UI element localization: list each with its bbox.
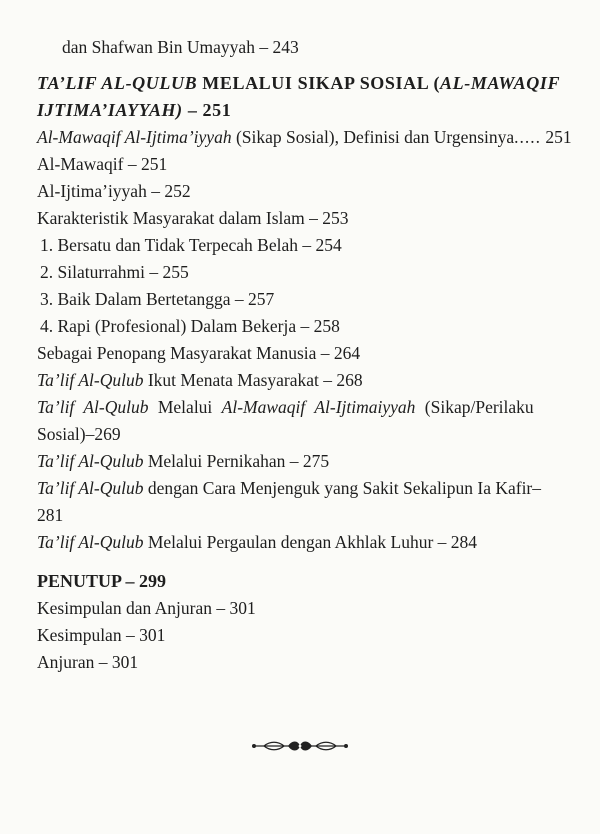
toc-entry-penopang: Sebagai Penopang Masyarakat Manusia – 264 <box>37 343 361 363</box>
toc-entry-menjenguk-cont: 281 <box>37 505 64 525</box>
toc-entry-mawaqif-ijtimaiyyah: Ta’lif Al-Qulub Melalui Al-Mawaqif Al-Ijtimaiyyah (Sikap/Perilaku <box>37 397 534 417</box>
toc-entry-kesimpulan: Kesimpulan – 301 <box>37 625 166 645</box>
chapter-heading-talif-sikap-sosial: TA’LIF AL-QULUB MELALUI SIKAP SOSIAL (AL-MAWAQIF <box>37 73 561 93</box>
toc-entry-karakteristik: Karakteristik Masyarakat dalam Islam – 253 <box>37 208 349 228</box>
toc-entry-pernikahan: Ta’lif Al-Qulub Melalui Pernikahan – 275 <box>37 451 330 471</box>
toc-entry-al-mawaqif: Al-Mawaqif – 251 <box>37 154 168 174</box>
chapter-heading-penutup: PENUTUP – 299 <box>37 571 167 591</box>
chapter-heading-continuation: IJTIMA’IAYYAH) – 251 <box>37 100 232 120</box>
toc-entry-al-ijtimaiyyah: Al-Ijtima’iyyah – 252 <box>37 181 191 201</box>
toc-entry-anjuran: Anjuran – 301 <box>37 652 139 672</box>
toc-entry-bekerja: 4. Rapi (Profesional) Dalam Bekerja – 258 <box>40 316 340 336</box>
toc-entry-mawaqif-ijtimaiyyah-cont: Sosial)–269 <box>37 424 121 444</box>
scroll-ornament-icon <box>250 738 350 754</box>
toc-entry-bersatu: 1. Bersatu dan Tidak Terpecah Belah – 254 <box>40 235 342 255</box>
toc-entry-menjenguk: Ta’lif Al-Qulub dengan Cara Menjenguk yang Sakit Sekalipun Ia Kafir– <box>37 478 542 498</box>
toc-entry-akhlak-luhur: Ta’lif Al-Qulub Melalui Pergaulan dengan Akhlak Luhur – 284 <box>37 532 478 552</box>
toc-entry-menata-masyarakat: Ta’lif Al-Qulub Ikut Menata Masyarakat – 268 <box>37 370 363 390</box>
toc-entry-shafwan: dan Shafwan Bin Umayyah – 243 <box>62 37 299 57</box>
toc-entry-silaturrahmi: 2. Silaturrahmi – 255 <box>40 262 189 282</box>
toc-entry-mawaqif-definisi: Al-Mawaqif Al-Ijtima’iyyah (Sikap Sosial), Definisi dan Urgensinya..... 251 <box>37 127 572 147</box>
toc-entry-kesimpulan-anjuran: Kesimpulan dan Anjuran – 301 <box>37 598 256 618</box>
toc-entry-bertetangga: 3. Baik Dalam Bertetangga – 257 <box>40 289 275 309</box>
